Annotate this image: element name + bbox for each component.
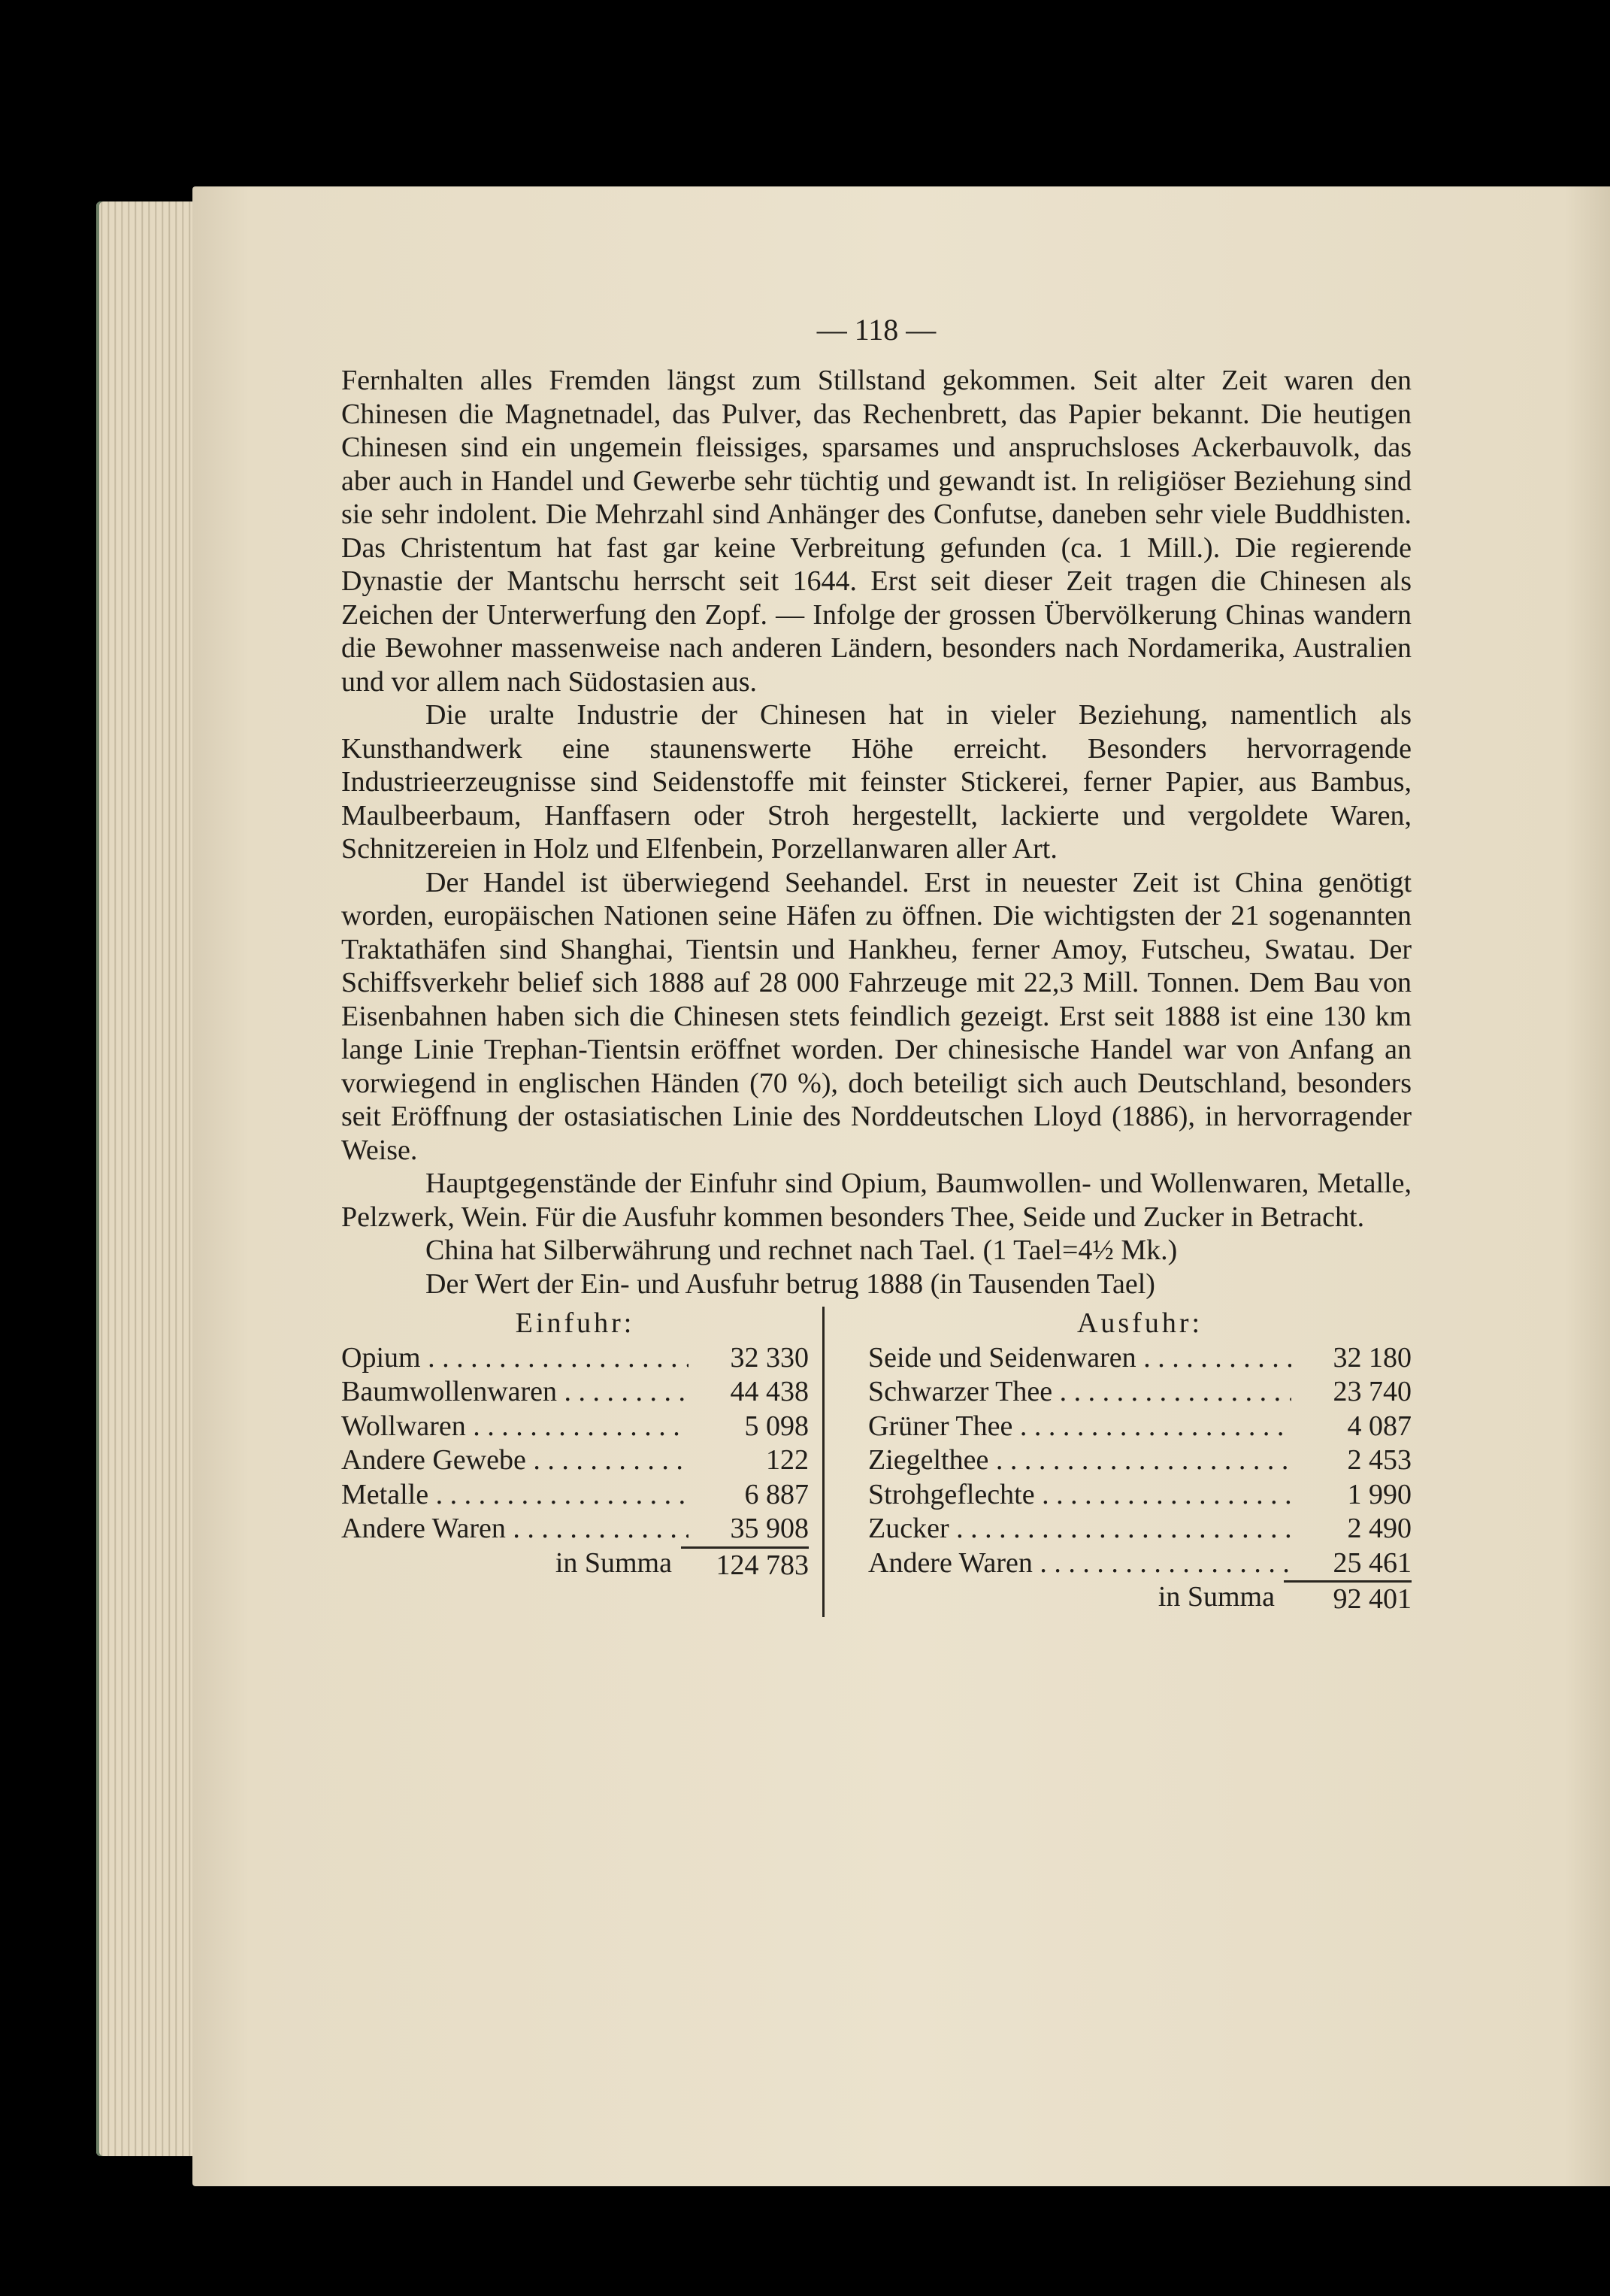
table-row	[341, 1375, 809, 1410]
trade-table	[341, 1307, 1412, 1617]
row-value: 2 490	[1347, 1513, 1412, 1544]
row-label: Andere Waren . . .	[868, 1546, 1291, 1581]
table-row	[868, 1512, 1412, 1546]
row-label: Zucker . . .	[868, 1512, 1291, 1546]
table-row	[341, 1410, 809, 1444]
table-row	[341, 1443, 809, 1478]
row-value: 5 098	[744, 1410, 809, 1442]
row-value: 32 330	[730, 1341, 809, 1374]
einfuhr-column	[341, 1307, 822, 1617]
table-row	[868, 1341, 1412, 1376]
row-label: Schwarzer Thee . . .	[868, 1375, 1291, 1410]
paragraph-1: Fernhalten alles Fremden längst zum Stillstand gekommen. Seit alter Zeit waren den Chinesen die Magnetnadel, das Pulver, das Rechenbrett, das Papier bekannt. Die heutigen Chinesen sind ein ungemein fleissiges, sparsames und anspruchsloses Ackerbauvolk, das aber auch in Handel und Gewerbe sehr tüchtig und gewandt ist. In religiöser Beziehung sind sie sehr indolent. Die Mehrzahl sind Anhänger des Confutse, daneben sehr viele Buddhisten. Das Christentum hat fast gar keine Verbreitung gefunden (ca. 1 Mill.). Die regierende Dynastie der Mantschu herrscht seit 1644. Erst seit dieser Zeit tragen die Chinesen als Zeichen der Unterwerfung den Zopf. — Infolge der grossen Übervölkerung Chinas wandern die Bewohner massenweise nach anderen Ländern, besonders nach Nordamerika, Australien und vor allem nach Südostasien aus.	[341, 365, 1412, 698]
row-label: Ziegelthee . . .	[868, 1443, 1291, 1478]
einfuhr-heading: Einfuhr:	[515, 1307, 635, 1339]
row-label: Strohgeflechte . . .	[868, 1478, 1291, 1513]
einfuhr-sum	[341, 1546, 809, 1583]
row-value: 6 887	[744, 1478, 809, 1510]
table-row	[868, 1410, 1412, 1444]
row-label: Metalle . . .	[341, 1478, 688, 1513]
page-number: — 118 —	[816, 313, 937, 347]
sum-label: in Summa	[555, 1546, 672, 1579]
row-label: Andere Gewebe . . .	[341, 1443, 688, 1478]
row-label: Andere Waren . . .	[341, 1512, 688, 1546]
paragraph-4: Hauptgegenstände der Einfuhr sind Opium, Baumwollen- und Wollenwaren, Metalle, Pelzwerk, Wein. Für die Ausfuhr kommen besonders Thee, Seide und Zucker in Betracht.	[341, 1168, 1412, 1233]
sum-label: in Summa	[1158, 1581, 1275, 1613]
row-value: 2 453	[1347, 1444, 1412, 1476]
paragraph-5: China hat Silberwährung und rechnet nach Tael. (1 Tael=4½ Mk.)	[425, 1234, 1178, 1266]
table-row	[341, 1478, 809, 1513]
table-row	[868, 1546, 1412, 1581]
sum-value: 124 783	[681, 1546, 809, 1583]
page-stack-edge	[96, 201, 201, 2156]
body-text	[341, 364, 1412, 1301]
table-row	[341, 1512, 809, 1546]
ausfuhr-heading: Ausfuhr:	[1076, 1307, 1203, 1339]
row-label: Baumwollenwaren . . .	[341, 1375, 688, 1410]
row-value: 32 180	[1333, 1341, 1412, 1374]
paragraph-6: Der Wert der Ein- und Ausfuhr betrug 1888 (in Tausenden Tael)	[425, 1268, 1155, 1300]
table-row	[341, 1341, 809, 1376]
row-label: Wollwaren . . .	[341, 1410, 688, 1444]
sum-value: 92 401	[1284, 1580, 1412, 1617]
ausfuhr-column	[822, 1307, 1412, 1617]
table-row	[868, 1443, 1412, 1478]
table-row	[868, 1478, 1412, 1513]
row-value: 23 740	[1333, 1376, 1412, 1407]
row-value: 35 908	[730, 1513, 809, 1544]
ausfuhr-sum	[868, 1580, 1412, 1617]
row-value: 1 990	[1347, 1478, 1412, 1510]
row-value: 4 087	[1347, 1410, 1412, 1442]
paragraph-2: Die uralte Industrie der Chinesen hat in vieler Beziehung, namentlich als Kunsthandwerk eine staunenswerte Höhe erreicht. Besonders hervorragende Industrieerzeugnisse sind Seidenstoffe mit feinster Stickerei, ferner Papier, aus Bambus, Maulbeerbaum, Hanffasern oder Stroh hergestellt, lackierte und vergoldete Waren, Schnitzereien in Holz und Elfenbein, Porzellanwaren aller Art.	[341, 699, 1412, 865]
row-label: Opium . . .	[341, 1341, 688, 1376]
row-value: 44 438	[730, 1376, 809, 1407]
row-value: 122	[766, 1444, 809, 1476]
row-label: Seide und Seidenwaren . . .	[868, 1341, 1291, 1376]
table-row	[868, 1375, 1412, 1410]
page-content	[341, 312, 1412, 1617]
row-label: Grüner Thee . . .	[868, 1410, 1291, 1444]
paragraph-3: Der Handel ist überwiegend Seehandel. Erst in neuester Zeit ist China genötigt worden, europäischen Nationen seine Häfen zu öffnen. Die wichtigsten der 21 sogenannten Traktathäfen sind Shanghai, Tientsin und Hankheu, ferner Amoy, Futscheu, Swatau. Der Schiffsverkehr belief sich 1888 auf 28 000 Fahrzeuge mit 22,3 Mill. Tonnen. Dem Bau von Eisenbahnen haben sich die Chinesen stets feindlich gezeigt. Erst seit 1888 ist eine 130 km lange Linie Trephan-Tientsin eröffnet worden. Der chinesische Handel war von Anfang an vorwiegend in englischen Händen (70 %), doch beteiligt sich auch Deutschland, besonders seit Eröffnung der ostasiatischen Linie des Norddeutschen Lloyd (1886), in hervorragender Weise.	[341, 866, 1412, 1166]
row-value: 25 461	[1333, 1546, 1412, 1579]
